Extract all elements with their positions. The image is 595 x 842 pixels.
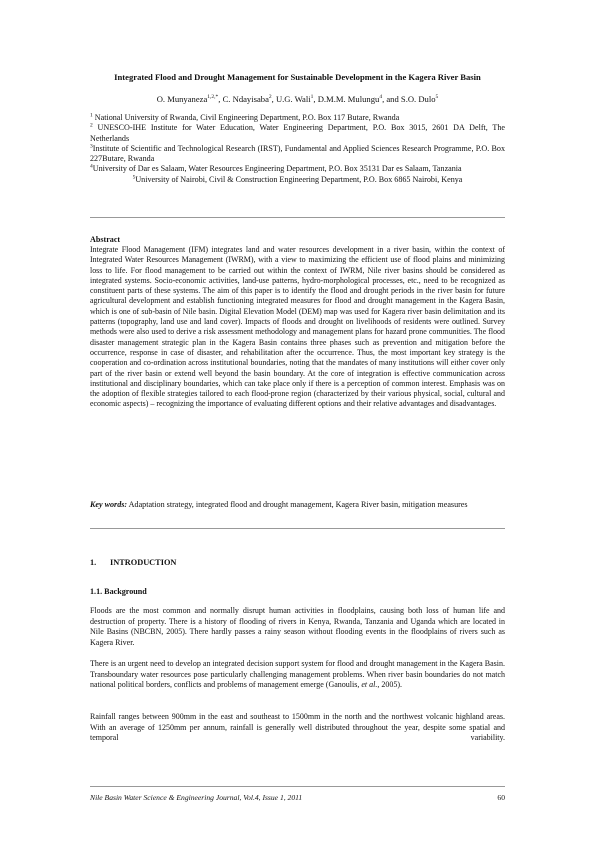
author-name: , D.M.M. Mulungu bbox=[313, 94, 380, 104]
affiliations bbox=[90, 113, 505, 185]
body-paragraph: Rainfall ranges between 900mm in the east and southeast to 1500mm in the north and the northwest volcanic highland areas. With an average of 1250mm per annum, rainfall is generally well distributed throughout the year, despite some spatial and temporal variability. bbox=[90, 712, 505, 742]
affiliation-sup: 2 bbox=[90, 122, 93, 129]
author-sup: 2 bbox=[268, 94, 272, 101]
abstract-body: Integrate Flood Management (IFM) integrates land and water resources development in a river basin, within the context of Integrated Water Resources Management (IWRM), with a view to maximizing the efficient use of flood plains and minimizing loss to life. For flood management to be carried out within the context of IWRM, Nile river basins should be considered as integrated systems. Socio-economic activities, land-use patterns, hydro-morphological processes, etc., need to be recognized as constituent parts of these systems. The aim of this paper is to identify the flood and drought periods in the river basin for future agricultural development and establish functioning integrated measures for flood and drought management in the Kagera Basin, which is one of sub-basin of Nile basin. Digital Elevation Model (DEM) map was used for Kagera river basin delimitation and its patterns (topography, land use and land cover). Impacts of floods and drought on livelihoods of residents were outlined. Survey methods were also used to derive a risk assessment methodology and management plans for hazard prone communities. The flood disaster management strategic plan in the Kagera Basin contains three phases such as prevention and mitigation before the occurrence, response in case of disaster, and rehabilitation after the occurrence. Thus, the most important key strategy is the cooperation and co-ordination across institutional boundaries, noting that the mandates of many institutions will either cover only part of the river basin or extend well beyond the basin boundary. At the core of integration is effective communication across institutional and disciplinary boundaries, which can take place only if there is a perception of common interest. Emphasis was on the adoption of flexible strategies tailored to each flood-prone region (characterized by their various physical, social, cultural and economic aspects) – recognizing the importance of evaluating different options and their relative advantages and disadvantages. bbox=[90, 245, 505, 409]
section-number: 1. bbox=[90, 558, 97, 567]
keywords-text: Adaptation strategy, integrated flood and drought management, Kagera River basin, mitigation measures bbox=[127, 500, 468, 509]
body-paragraph bbox=[90, 659, 505, 691]
author-sup: 5 bbox=[435, 94, 439, 101]
affiliation-sup: 3 bbox=[90, 143, 93, 150]
affiliation-text: University of Nairobi, Civil & Construction Engineering Department, P.O. Box 6865 Nairobi, Kenya bbox=[135, 174, 463, 184]
paper-title: Integrated Flood and Drought Management for Sustainable Development in the Kagera River Basin bbox=[114, 72, 481, 82]
keywords-label: Key words bbox=[90, 500, 125, 509]
page-number: 60 bbox=[497, 793, 505, 802]
affiliation bbox=[90, 123, 505, 144]
affiliation-sup: 5 bbox=[132, 174, 136, 181]
paragraph-italic: et al. bbox=[361, 680, 378, 689]
footer-journal: Nile Basin Water Science & Engineering Journal, Vol.4, Issue 1, 2011 bbox=[90, 793, 303, 802]
author-name: O. Munyaneza bbox=[156, 94, 208, 104]
section-heading bbox=[90, 558, 176, 567]
affiliation-sup: 1 bbox=[90, 112, 93, 119]
divider-top bbox=[90, 217, 505, 218]
paragraph-text: There is an urgent need to develop an integrated decision support system for flood and drought management in the Kagera Basin. Transboundary water resources pose particularly challenging management problems. When river basin boundaries do not match national political borders, conflicts and problems of management emerge (Ganoulis, bbox=[90, 659, 505, 689]
affiliation-text: University of Dar es Salaam, Water Resources Engineering Department, P.O. Box 35131 Dar es Salaam, Tanzania bbox=[92, 164, 462, 174]
author-sup: 4 bbox=[379, 94, 383, 101]
paragraph-text: , 2005). bbox=[377, 680, 402, 689]
subsection-heading: 1.1. Background bbox=[90, 587, 147, 596]
keywords bbox=[90, 500, 505, 510]
author-name: , U.G. Wali bbox=[271, 94, 311, 104]
section-title: INTRODUCTION bbox=[110, 558, 177, 567]
affiliation-sup: 4 bbox=[90, 163, 93, 170]
author-name: , and S.O. Dulo bbox=[382, 94, 436, 104]
affiliation bbox=[90, 113, 505, 123]
footer-rule bbox=[90, 786, 505, 787]
abstract-heading: Abstract bbox=[90, 235, 121, 244]
affiliation-text: UNESCO-IHE Institute for Water Education, Water Engineering Department, P.O. Box 3015, 2601 DA Delft, The Netherlands bbox=[90, 123, 505, 143]
affiliation-text: Institute of Scientific and Technological Research (IRST), Fundamental and Applied Sciences Research Programme, P.O. Box 227Butare, Rwanda bbox=[90, 143, 505, 164]
affiliation bbox=[90, 175, 505, 185]
author-sup: 1 bbox=[310, 94, 314, 101]
affiliation bbox=[90, 164, 505, 174]
author-list bbox=[90, 94, 505, 105]
keywords-colon: : bbox=[124, 500, 128, 509]
author-sup: 1,2,* bbox=[207, 94, 219, 101]
divider-bottom bbox=[90, 528, 505, 529]
affiliation bbox=[90, 144, 505, 165]
body-paragraph: Floods are the most common and normally disrupt human activities in floodplains, causing both loss of human life and destruction of property. There is a history of flooding of rivers in Kenya, Rwanda, Tanzania and Uganda which are located in Nile Basins (NBCBN, 2005). There hardly passes a rainy season without flooding events in the floodplains of rivers such as Kagera River. bbox=[90, 606, 505, 647]
affiliation-text: National University of Rwanda, Civil Engineering Department, P.O. Box 117 Butare, Rwanda bbox=[94, 113, 400, 122]
author-name: , C. Ndayisaba bbox=[218, 94, 269, 104]
